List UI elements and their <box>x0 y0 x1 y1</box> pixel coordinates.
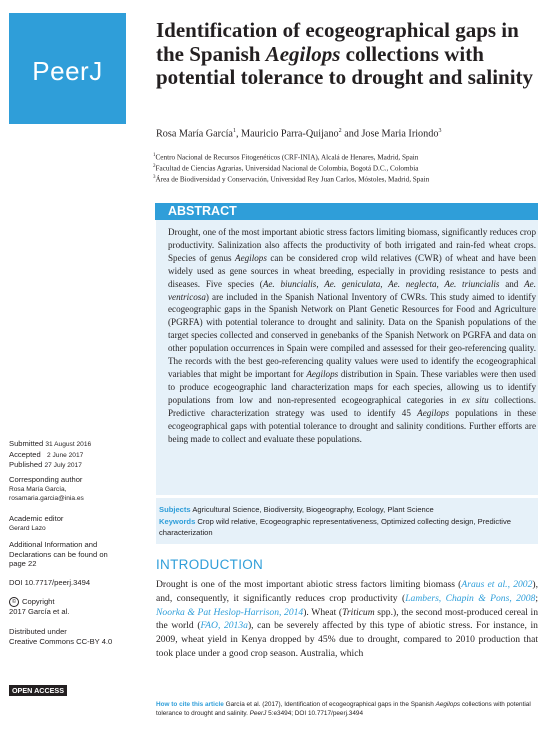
license-link[interactable]: Creative Commons CC-BY 4.0 <box>9 636 113 646</box>
article-title: Identification of ecogeographical gaps in the Spanish Aegilops collections with potential tolerance to drought and salinity <box>156 18 534 89</box>
introduction-heading: INTRODUCTION <box>156 557 264 572</box>
author-name[interactable]: Mauricio Parra-Quijano <box>241 128 339 140</box>
open-access-badge: OPEN ACCESS <box>9 685 67 696</box>
corresponding-author: Corresponding author Rosa María García, rosamaria.garcia@inia.es <box>9 475 84 503</box>
additional-info: Additional Information and Declarations can be found on page 22 <box>9 540 108 569</box>
author-email-link[interactable]: rosamaria.garcia@inia.es <box>9 495 84 503</box>
author-list: Rosa María García$^1$, Mauricio Parra-Quijano$^2$ and Jose Maria Iriondo$^3$ <box>156 128 442 140</box>
subjects: Subjects Agricultural Science, Biodiversity, Biogeography, Ecology, Plant Science <box>159 505 434 514</box>
author-name[interactable]: Rosa María García <box>156 128 233 140</box>
introduction-text: Drought is one of the most important abiotic stress factors limiting biomass (Araus et al., 2002), and, consequently, it significantly reduces crop productivity (Lambers, Chapin & Pons, 2008; Noorka & Pat Heslop-Harrison, 2014). Wheat (Triticum spp.), the second most-produced cereal in the world (FAO, 2013a), can be severely affected by this type of abiotic stress. For instance, in 2009, wheat yield in Kenya dropped by 45% due to drought, compared to 2010 production that took place under a good crop season. Australia, which <box>156 579 538 659</box>
submission-dates: Submitted 31 August 2016 Accepted 2 June 2017 Published 27 July 2017 <box>9 439 92 470</box>
citation-link[interactable]: Araus et al., 2002 <box>461 579 533 590</box>
citation-link[interactable]: Noorka & Pat Heslop-Harrison, 2014 <box>156 606 304 618</box>
affiliation: $^2$Facultad de Ciencias Agrarias, Universidad Nacional de Colombia, Bogotá D.C., Colombia <box>153 164 419 173</box>
citation-link[interactable]: FAO, 2013a <box>200 620 248 632</box>
abstract-text: Drought, one of the most important abiotic stress factors limiting biomass, significantly reduces crop productivity. Salinization also affects the productivity of both irrigated and rain-fed wheat crops. Species of genus Aegilops can be considered crop wild relatives (CWR) of wheat and have been widely used as gene sources in wheat breeding, especially in providing resistance to pests and diseases. Five species (Ae. biuncialis, Ae. geniculata, Ae. neglecta, Ae. triuncialis and Ae. ventricosa) are included in the Spanish National Inventory of CWRs. This study aimed to identify ecogeographic gaps in the Spanish Network on Plant Genetic Resources for Food and Agriculture (PGRFA) with potential tolerance to drought and salinity. Data on the Spanish populations of the target species collected and conserved in genebanks of the Spanish Network on PGRFA and data on other population occurrences in Spain were compiled and assessed for their geo-referencing quality. The records with the best geo-referencing quality values were used to identify the ecogeographical variables that might be important for Aegilops distribution in Spain. These variables were then used to produce ecogeographic land characterization maps for each species, allowing us to identify populations from low and non-represented ecogeographical categories in ex situ collections. Predictive characterization strategy was used to identify 45 Aegilops populations in these ecogeographical gaps with potential tolerance to drought and salinity conditions. Further efforts are being made to collect and evaluate these populations. <box>168 227 536 444</box>
copyright-icon: © <box>9 597 19 607</box>
citation-link[interactable]: Lambers, Chapin & Pons, 2008 <box>405 592 536 604</box>
affiliation: $^1$Centro Nacional de Recursos Fitogenéticos (CRF-INIA), Alcalá de Henares, Madrid, Spain <box>153 153 419 162</box>
author-name[interactable]: Jose Maria Iriondo <box>361 128 439 140</box>
license: Distributed under Creative Commons CC-BY 4.0 <box>9 627 113 646</box>
copyright: © Copyright 2017 García et al. <box>9 597 70 616</box>
affiliation: $^3$Área de Biodiversidad y Conservación, Universidad Rey Juan Carlos, Móstoles, Madrid, Spain <box>153 175 430 184</box>
doi-link[interactable]: DOI 10.7717/peerj.3494 <box>9 578 91 587</box>
abstract-heading: ABSTRACT <box>155 203 538 220</box>
academic-editor: Academic editor Gerard Lazo <box>9 514 64 532</box>
peerj-logo: PeerJ <box>9 13 126 124</box>
keywords: Keywords Crop wild relative, Ecogeographic representativeness, Optimized collecting design, Predictive characterization <box>159 517 512 537</box>
how-to-cite: How to cite this article García et al. (2017), Identification of ecogeographical gaps in the Spanish Aegilops collections with potential tolerance to drought and salinity. PeerJ 5:e3494; DOI 10.7717/peerj.3494 <box>156 701 531 717</box>
